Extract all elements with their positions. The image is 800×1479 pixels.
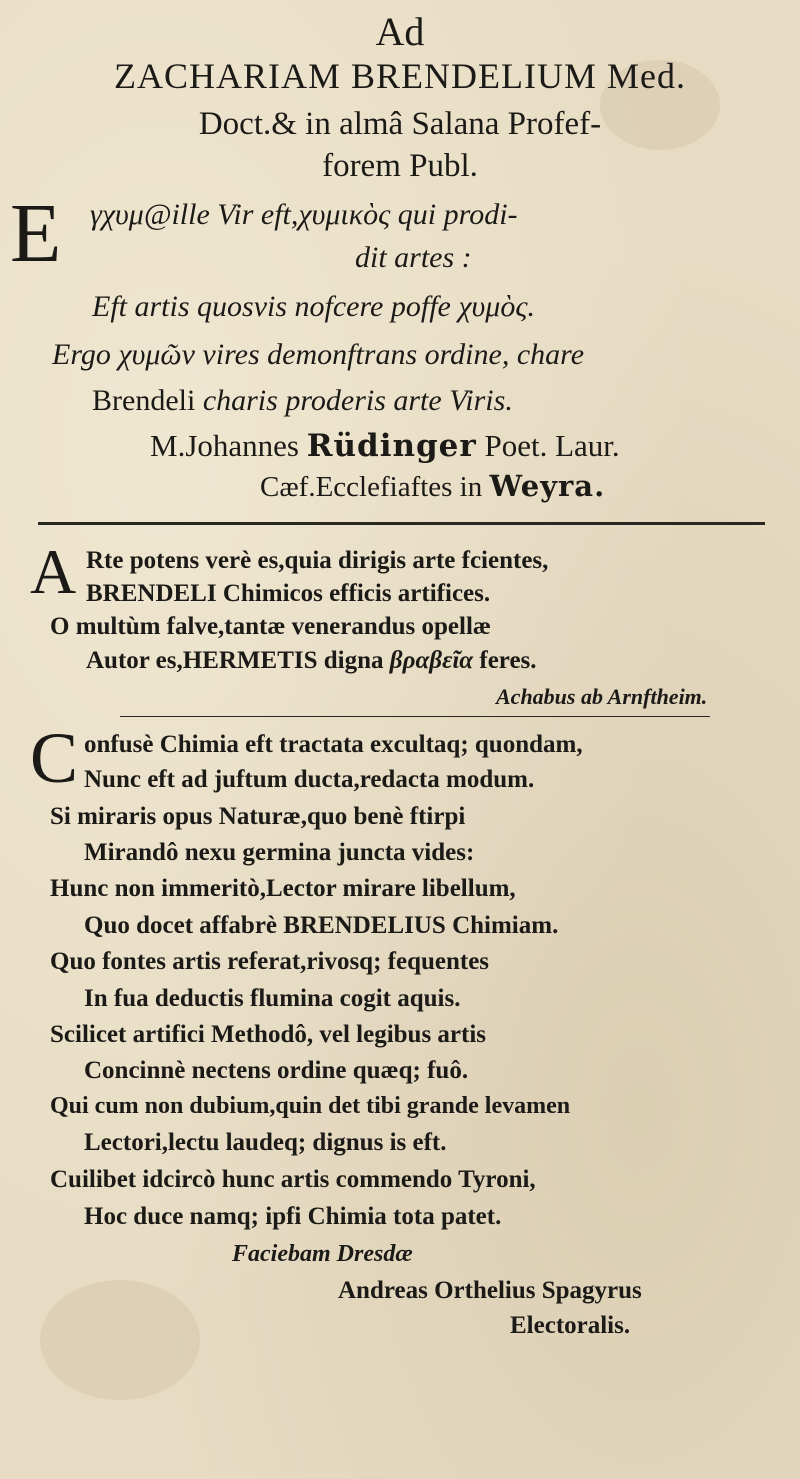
poem2-line3: O multùm falve,tantæ venerandus opellæ: [50, 613, 491, 640]
title-position: Doct.& in almâ Salana Profef-: [198, 106, 602, 142]
poem2-line4-text-a: Autor es,HERMETIS digna: [86, 647, 390, 674]
poem2-line1: Rte potens verè es,quia dirigis arte fcientes,: [86, 547, 549, 574]
separator-rule: [120, 716, 710, 717]
paper-stain: [40, 1280, 200, 1400]
poem3-line9: Scilicet artifici Methodô, vel legibus artis: [50, 1021, 487, 1048]
poem3-line10: Concinnè nectens ordine quæq; fuô.: [84, 1057, 469, 1084]
drop-cap-a: A: [30, 536, 77, 607]
title-addressee: ZACHARIAM BRENDELIUM Med.: [114, 56, 686, 96]
greek-word: χυμὸς.: [458, 290, 536, 323]
poem1-signature-2: [260, 469, 606, 503]
drop-cap-e: E: [10, 187, 62, 280]
poem3-line14: Hoc duce namq; ipfi Chimia tota patet.: [84, 1203, 502, 1230]
signature-text: M.Johannes: [150, 428, 307, 463]
poem2-line2: BRENDELI Chimicos efficis artifices.: [86, 580, 491, 607]
poem3-signature-place: Faciebam Dresdæ: [232, 1241, 413, 1267]
poem3-line7: Quo fontes artis referat,rivosq; fequentes: [50, 948, 490, 975]
poem1-line4-text-a: Ergo: [52, 338, 119, 371]
poem1-line2: dit artes :: [355, 241, 472, 274]
poem3-line1: onfusè Chimia eft tractata excultaq; quondam,: [84, 731, 583, 758]
poem1-line3-text: Eft artis quosvis nofcere poffe: [92, 290, 459, 323]
poem3-line5: Hunc non immeritò,Lector mirare libellum,: [50, 875, 516, 902]
poem1-line5-name: Brendeli: [92, 384, 203, 417]
poem3-line13: Cuilibet idcircò hunc artis commendo Tyroni,: [50, 1166, 536, 1193]
greek-word: βραβεῖα: [389, 647, 474, 674]
greek-word: χυμῶν: [118, 338, 195, 371]
separator-rule: [38, 522, 765, 525]
signature-blackletter: Rüdinger: [306, 428, 477, 464]
poem3-line4: Mirandô nexu germina juncta vides:: [84, 839, 475, 866]
poem3-line12: Lectori,lectu laudeq; dignus is eft.: [84, 1129, 447, 1156]
poem2-signature: Achabus ab Arnftheim.: [496, 684, 708, 709]
poem1-line3: [92, 292, 535, 322]
poem2-line4-text-b: feres.: [473, 647, 537, 674]
signature-text: Cæf.Ecclefiaftes in: [260, 471, 490, 503]
poem2-line4: [86, 648, 537, 673]
poem3-signature-title: Electoralis.: [510, 1312, 631, 1339]
poem1-line5-text: charis proderis arte Viris.: [202, 384, 513, 417]
poem3-line2: Nunc eft ad juftum ducta,redacta modum.: [84, 766, 535, 793]
signature-text: Poet. Laur.: [476, 428, 620, 463]
poem1-line1-text: ille Vir eft,χυμικὸς qui prodi-: [171, 198, 518, 231]
title-ad: Ad: [375, 9, 425, 54]
poem1-signature-1: [150, 430, 620, 462]
poem3-line3: Si miraris opus Naturæ,quo benè ftirpi: [50, 803, 466, 830]
poem3-line8: In fua deductis flumina cogit aquis.: [84, 985, 461, 1012]
signature-blackletter: Weyra.: [489, 469, 606, 503]
poem3-line6: Quo docet affabrè BRENDELIUS Chimiam.: [84, 912, 559, 939]
poem1-line5: [92, 386, 513, 416]
title-publ: forem Publ.: [322, 148, 478, 184]
poem3-line11: Qui cum non dubium,quin det tibi grande levamen: [50, 1093, 571, 1119]
poem1-line4-text-b: vires demonftrans ordine, chare: [194, 338, 585, 371]
poem1-line1: [90, 200, 518, 230]
poem1-line4: [52, 340, 584, 370]
poem3-signature-name: Andreas Orthelius Spagyrus: [338, 1277, 642, 1304]
greek-word: γχυμ@: [90, 198, 172, 231]
drop-cap-c: C: [30, 718, 79, 798]
